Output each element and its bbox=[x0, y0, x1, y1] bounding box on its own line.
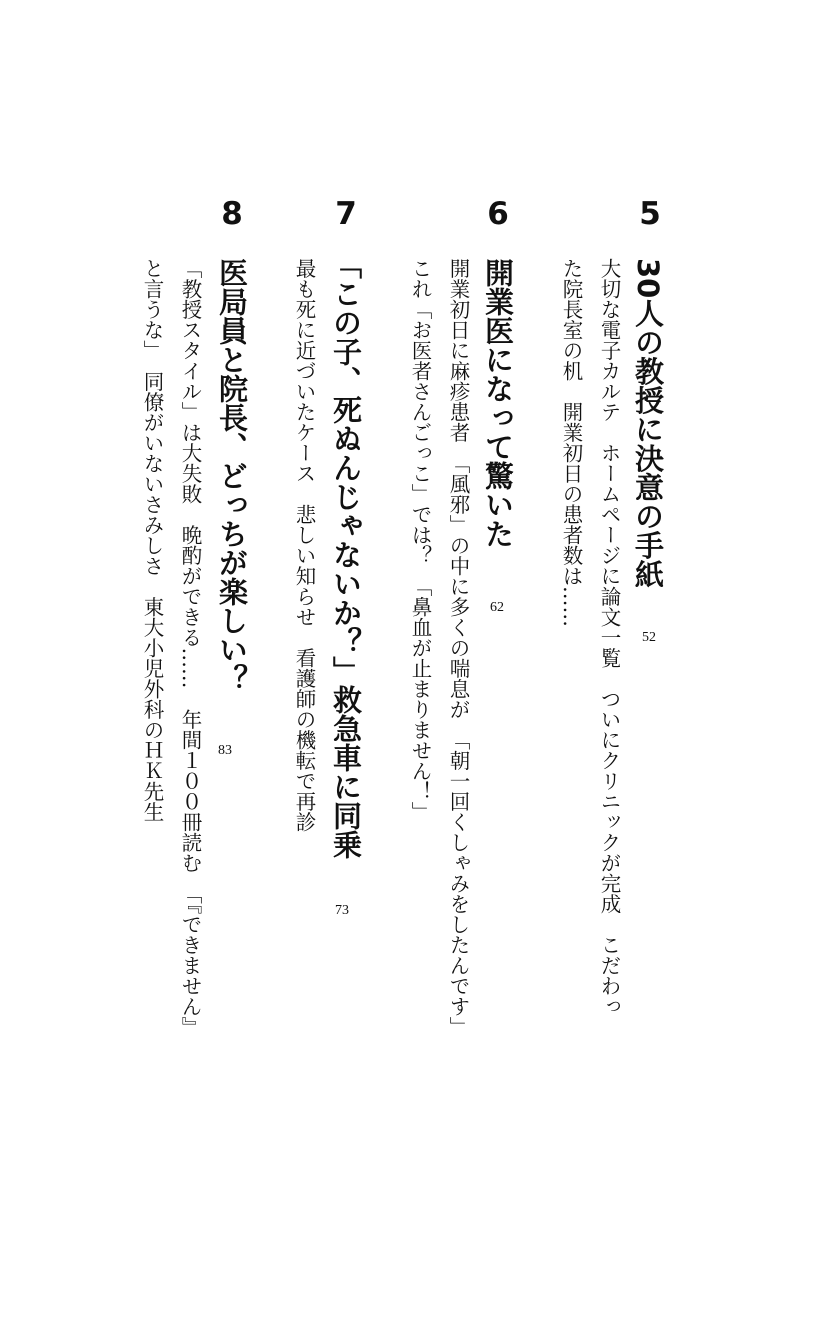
page-number: 62 bbox=[490, 600, 504, 615]
chapter-number: 7 bbox=[335, 196, 357, 232]
chapter-title: 「この子、死ぬんじゃないか？」救急車に同乗 bbox=[329, 250, 363, 859]
chapter-title: 30人の教授に決意の手紙 bbox=[631, 258, 665, 589]
page-number: 52 bbox=[642, 630, 656, 645]
chapter-number: 6 bbox=[487, 196, 509, 232]
chapter-summary-line: 開業初日に麻疹患者 「風邪」の中に多くの喘息が 「朝一回くしゃみをしたんです」 bbox=[446, 258, 470, 1037]
chapter-summary-line: と言うな」 同僚がいないさみしさ 東大小児外科のＨＫ先生 bbox=[140, 258, 164, 822]
chapter-summary-line: た院長室の机 開業初日の患者数は…… bbox=[559, 258, 583, 627]
chapter-title: 開業医になって驚いた bbox=[481, 258, 515, 548]
page-number: 73 bbox=[335, 903, 349, 918]
chapter-title: 医局員と院長、どっちが楽しい？ bbox=[215, 258, 249, 693]
chapter-summary-line: 「教授スタイル」は大失敗 晩酌ができる…… 年間１００冊読む 「『できません』 bbox=[178, 258, 202, 1037]
chapter-summary-line: 大切な電子カルテ ホームページに論文一覧 ついにクリニックが完成 こだわっ bbox=[597, 258, 621, 1017]
chapter-summary-line: これ「お医者さんごっこ」では？ 「鼻血が止まりません！」 bbox=[408, 258, 432, 822]
chapter-number: 8 bbox=[221, 196, 243, 232]
page-number: 83 bbox=[218, 743, 232, 758]
chapter-number: 5 bbox=[639, 196, 661, 232]
chapter-summary-line: 最も死に近づいたケース 悲しい知らせ 看護師の機転で再診 bbox=[292, 258, 316, 832]
